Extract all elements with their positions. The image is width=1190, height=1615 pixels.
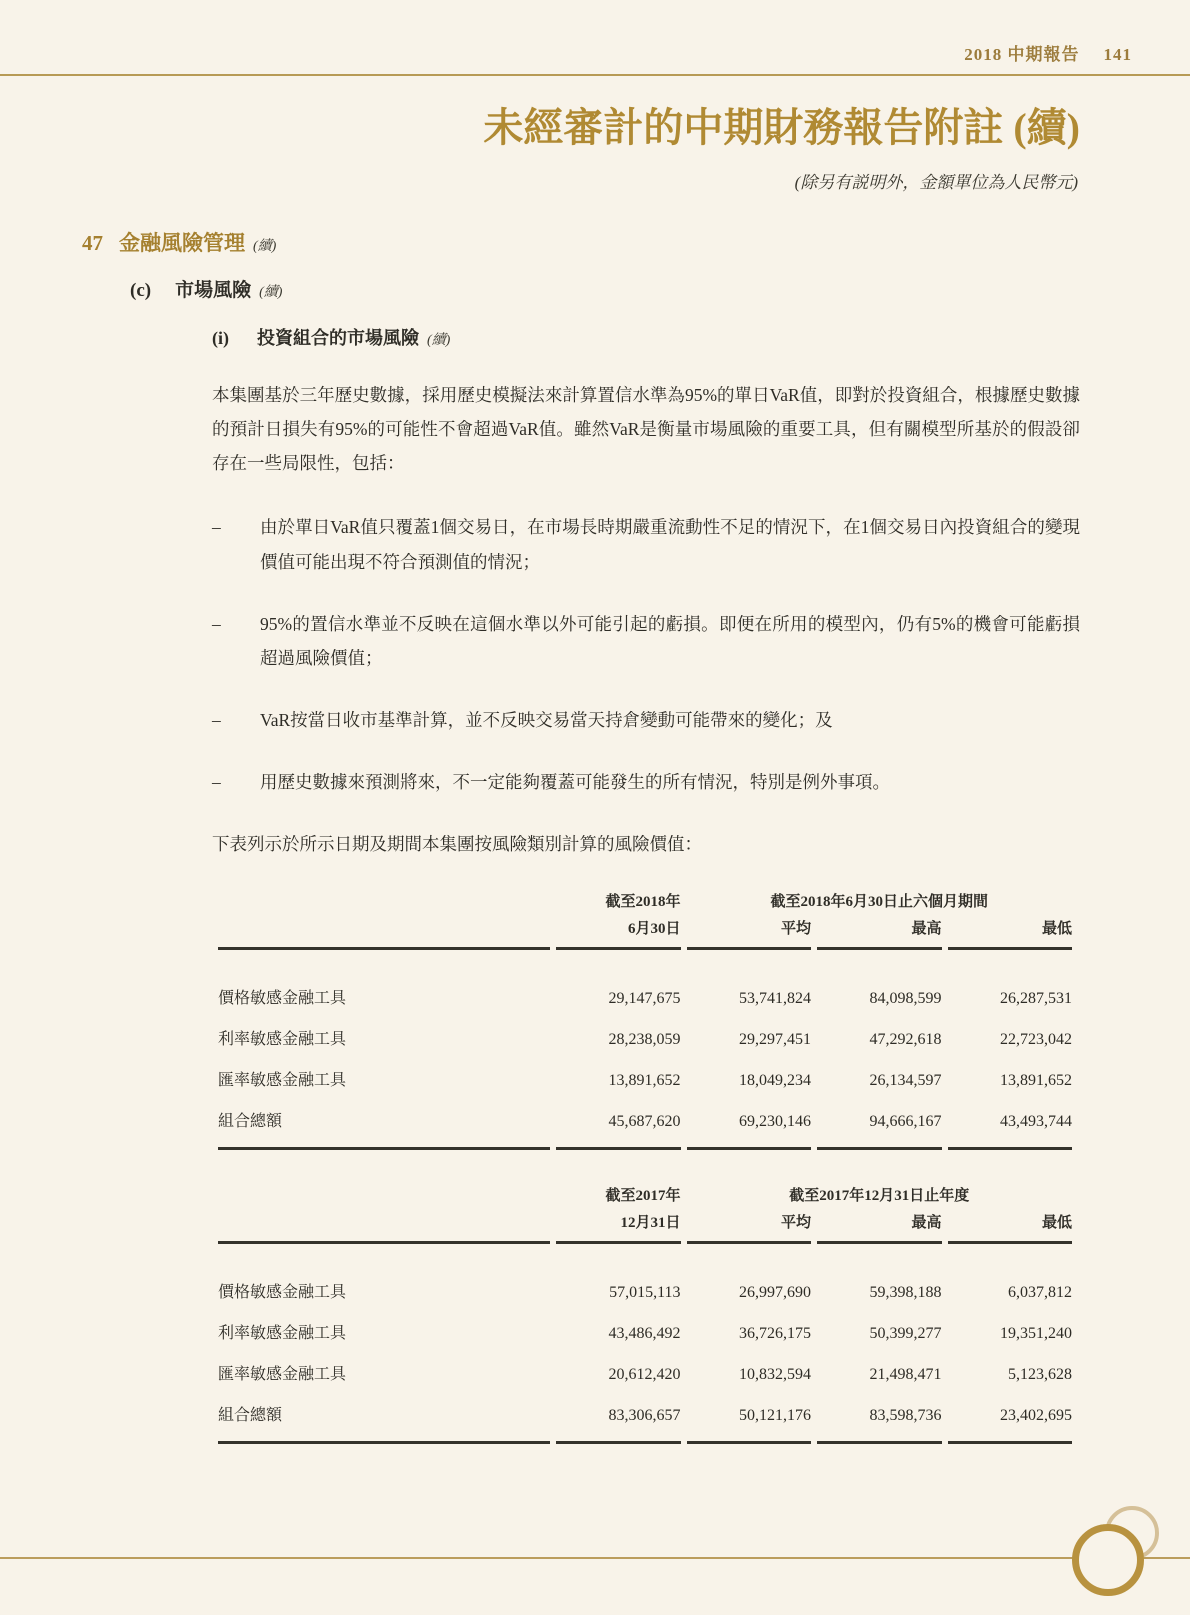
cell-value: 43,486,492 xyxy=(608,1325,681,1343)
cell-value: 94,666,167 xyxy=(817,1099,942,1150)
page-number: 141 xyxy=(1103,45,1132,64)
row-label: 價格敏感金融工具 xyxy=(218,1284,347,1302)
cell-value: 83,598,736 xyxy=(817,1393,942,1444)
cell-value: 26,997,690 xyxy=(739,1284,811,1302)
report-title: 2018 中期報告 xyxy=(964,45,1080,64)
table-row xyxy=(218,1352,1072,1393)
list-item xyxy=(212,703,1080,737)
table-row xyxy=(218,1058,1072,1099)
list-item-text: VaR按當日收市基準計算，並不反映交易當天持倉變動可能帶來的變化；及 xyxy=(260,709,833,730)
period-header-row xyxy=(218,1184,1072,1211)
dash-marker: – xyxy=(212,613,221,634)
period-header-row xyxy=(218,890,1072,917)
list-item-text: 由於單日VaR值只覆蓋1個交易日，在市場長時期嚴重流動性不足的情況下，在1個交易日內投資組合的變現價值可能出現不符合預測值的情況； xyxy=(260,517,1080,572)
var-table-2017 xyxy=(212,1184,1078,1444)
cell-value: 36,726,175 xyxy=(739,1325,811,1343)
cell-value: 29,297,451 xyxy=(739,1031,811,1049)
row-label: 組合總額 xyxy=(218,1393,550,1444)
table-total-row xyxy=(218,1393,1072,1444)
column-header: 6月30日 xyxy=(556,917,681,950)
period-range-label: 截至2018年6月30日止六個月期間 xyxy=(770,894,988,911)
list-item xyxy=(212,607,1080,675)
cell-value: 23,402,695 xyxy=(948,1393,1073,1444)
cell-value: 69,230,146 xyxy=(687,1099,812,1150)
cell-value: 13,891,652 xyxy=(1000,1072,1072,1090)
table-row xyxy=(218,1270,1072,1311)
cell-value: 45,687,620 xyxy=(556,1099,681,1150)
column-header-row xyxy=(218,1211,1072,1244)
cell-value: 5,123,628 xyxy=(1008,1366,1072,1384)
cell-value: 28,238,059 xyxy=(608,1031,681,1049)
subsection-heading-c xyxy=(130,275,1190,302)
row-label: 匯率敏感金融工具 xyxy=(218,1072,347,1090)
column-header: 平均 xyxy=(687,917,812,950)
document-title: 未經審計的中期財務報告附註 (續) xyxy=(483,105,1080,150)
subsection-continued-note: (續) xyxy=(259,285,283,300)
cell-value: 19,351,240 xyxy=(1000,1325,1072,1343)
table-total-row xyxy=(218,1099,1072,1150)
column-header: 平均 xyxy=(687,1211,812,1244)
column-header: 最低 xyxy=(948,1211,1073,1244)
column-header: 最低 xyxy=(948,917,1073,950)
section-heading-47 xyxy=(82,227,1190,257)
list-item-text: 用歷史數據來預測將來，不一定能夠覆蓋可能發生的所有情況，特別是例外事項。 xyxy=(260,772,890,792)
table-row xyxy=(218,1017,1072,1058)
cell-value: 29,147,675 xyxy=(608,990,681,1008)
column-header-row xyxy=(218,917,1072,950)
subsection-label: (c) xyxy=(130,280,152,301)
section-continued-note: (續) xyxy=(253,239,277,254)
period-range-label: 截至2017年12月31日止年度 xyxy=(789,1188,970,1205)
cell-value: 83,306,657 xyxy=(556,1393,681,1444)
table-row xyxy=(218,976,1072,1017)
cell-value: 22,723,042 xyxy=(1000,1031,1072,1049)
cell-value: 47,292,618 xyxy=(869,1031,942,1049)
cell-value: 13,891,652 xyxy=(608,1072,681,1090)
dash-marker: – xyxy=(212,709,221,730)
column-header: 最高 xyxy=(817,917,942,950)
cell-value: 21,498,471 xyxy=(869,1366,942,1384)
column-header: 最高 xyxy=(817,1211,942,1244)
spacer-row xyxy=(218,1244,1072,1270)
subsubsection-heading-i xyxy=(212,324,1190,350)
header-divider-line xyxy=(0,74,1190,76)
section-title: 金融風險管理 xyxy=(119,231,245,255)
table-row xyxy=(218,1311,1072,1352)
row-label: 組合總額 xyxy=(218,1099,550,1150)
cell-value: 50,399,277 xyxy=(869,1325,942,1343)
cell-value: 50,121,176 xyxy=(687,1393,812,1444)
table-intro-text: 下表列示於所示日期及期間本集團按風險類別計算的風險價值： xyxy=(212,834,702,855)
row-label: 價格敏感金融工具 xyxy=(218,990,347,1008)
period-single-label: 截至2018年 xyxy=(605,894,681,911)
row-label: 利率敏感金融工具 xyxy=(218,1325,347,1343)
limitations-list xyxy=(0,510,1190,799)
cell-value: 59,398,188 xyxy=(869,1284,942,1302)
cell-value: 10,832,594 xyxy=(739,1366,811,1384)
cell-value: 53,741,824 xyxy=(739,990,811,1008)
document-subtitle: (除另有説明外，金額單位為人民幣元) xyxy=(794,173,1078,192)
footer-ring-gold-icon xyxy=(1072,1524,1144,1596)
spacer-row xyxy=(218,950,1072,976)
dash-marker: – xyxy=(212,772,221,792)
cell-value: 26,134,597 xyxy=(869,1072,942,1090)
subsubsection-label: (i) xyxy=(212,328,229,348)
section-number: 47 xyxy=(82,231,103,255)
cell-value: 26,287,531 xyxy=(1000,990,1072,1008)
var-table-2018 xyxy=(212,890,1078,1150)
cell-value: 43,493,744 xyxy=(948,1099,1073,1150)
intro-paragraph: 本集團基於三年歷史數據，採用歷史模擬法來計算置信水準為95%的單日VaR值，即對於投資組合，根據歷史數據的預計日損失有95%的可能性不會超過VaR值。雖然VaR是衡量市場風險的重要工具，但有關模型所基於的假設卻存在一些局限性，包括： xyxy=(212,385,1080,474)
subsubsection-continued-note: (續) xyxy=(427,333,451,348)
row-label: 匯率敏感金融工具 xyxy=(218,1366,347,1384)
row-label: 利率敏感金融工具 xyxy=(218,1031,347,1049)
column-header: 12月31日 xyxy=(556,1211,681,1244)
subsubsection-title: 投資組合的市場風險 xyxy=(257,328,419,348)
period-single-label: 截至2017年 xyxy=(605,1188,681,1205)
footer-divider-line xyxy=(0,1557,1190,1559)
subsection-title: 市場風險 xyxy=(175,280,252,301)
cell-value: 20,612,420 xyxy=(608,1366,681,1384)
cell-value: 18,049,234 xyxy=(739,1072,811,1090)
dash-marker: – xyxy=(212,517,221,538)
cell-value: 84,098,599 xyxy=(869,990,942,1008)
list-item xyxy=(212,765,1080,799)
cell-value: 6,037,812 xyxy=(1008,1284,1072,1302)
cell-value: 57,015,113 xyxy=(609,1284,681,1302)
list-item-text: 95%的置信水準並不反映在這個水準以外可能引起的虧損。即便在所用的模型內，仍有5%的機會可能虧損超過風險價值； xyxy=(260,613,1080,668)
page-header xyxy=(964,40,1132,65)
list-item xyxy=(212,510,1080,578)
